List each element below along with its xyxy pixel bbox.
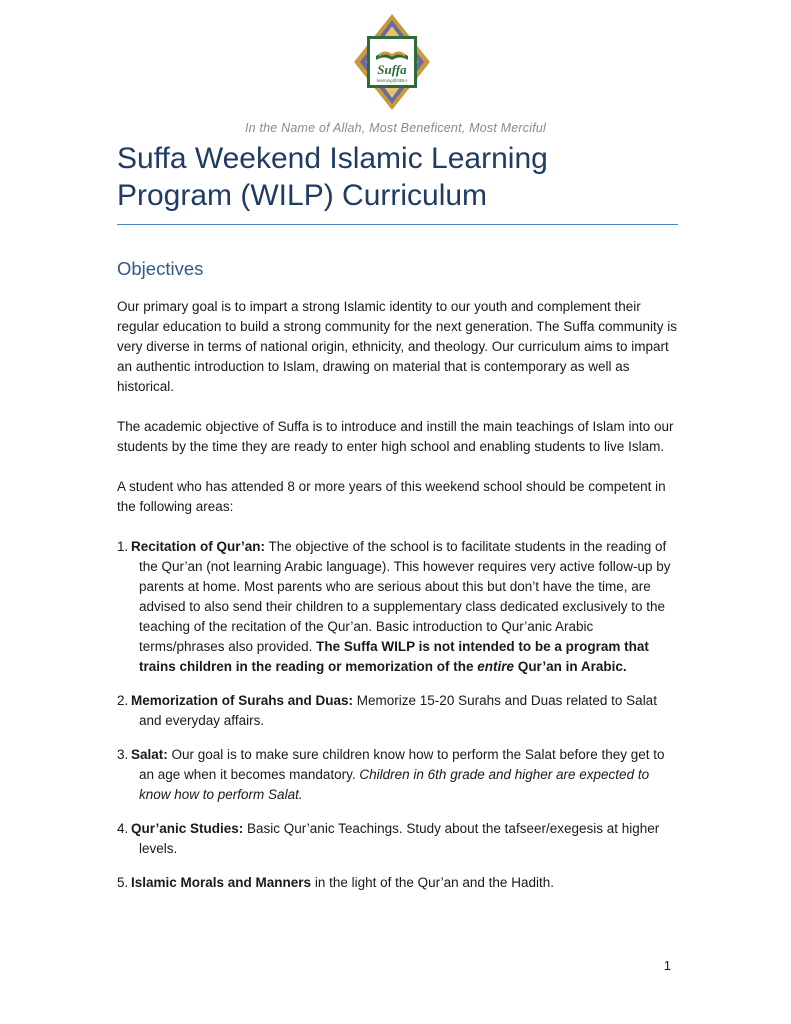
- list-item-bold-note: The Suffa WILP is not intended to be a program that trains children in the reading or memorization of the entire Qur’an in Arabic.: [139, 639, 649, 674]
- title-line-1: Suffa Weekend Islamic Learning: [117, 142, 548, 175]
- list-item: [117, 819, 682, 859]
- list-item-number: 1.: [117, 539, 129, 554]
- list-item-text: Our goal is to make sure children know how to perform the Salat before they get to an age when it becomes mandatory.: [139, 747, 665, 782]
- list-item-label: Qur’anic Studies:: [131, 821, 244, 836]
- list-item: [117, 873, 682, 893]
- section-heading-objectives: Objectives: [117, 258, 204, 279]
- list-item-text: Basic Qur’anic Teachings. Study about the tafseer/exegesis at higher levels.: [139, 821, 660, 856]
- list-item-label: Memorization of Surahs and Duas:: [131, 693, 354, 708]
- list-item: [117, 537, 682, 677]
- list-item-italic-note: Children in 6th grade and higher are expected to know how to perform Salat.: [139, 767, 650, 802]
- list-item-text: The objective of the school is to facilitate students in the reading of the Qur’an (not learning Arabic language). This however requires very active follow-up by parents at home. Most parents who are serious about this but don’t have the time, are advised to also send their children to a supplementary class dedicated exclusively to the teaching of the recitation of the Qur’an. Basic introduction to Qur’anic Arabic terms/phrases also provided.: [139, 539, 671, 654]
- paragraph-1: Our primary goal is to impart a strong Islamic identity to our youth and complement their regular education to build a strong community for the next generation. The Suffa community is very diverse in terms of national origin, ethnicity, and theology. Our curriculum aims to impart an authentic introduction to Islam, drawing on material that is contemporary as well as historical.: [117, 299, 678, 394]
- list-item-text: in the light of the Qur’an and the Hadith.: [311, 875, 554, 890]
- page-number: 1: [663, 958, 671, 973]
- bismillah-line: In the Name of Allah, Most Beneficent, Most Merciful: [244, 121, 547, 135]
- list-item-label: Salat:: [131, 747, 168, 762]
- list-item-number: 3.: [117, 747, 129, 762]
- competency-list: [117, 537, 682, 893]
- list-item-label: Recitation of Qur’an:: [131, 539, 266, 554]
- document-body: [117, 297, 682, 907]
- title-divider: [117, 224, 678, 225]
- list-item: [117, 745, 682, 805]
- list-item-number: 5.: [117, 875, 129, 890]
- paragraph-2: The academic objective of Suffa is to introduce and instill the main teachings of Islam into our students by the time they are ready to enter high school and enabling students to live Islam.: [117, 419, 674, 454]
- logo-tagline: learning@SBIA: [376, 78, 408, 83]
- document-title: [117, 140, 677, 214]
- list-item-number: 4.: [117, 821, 129, 836]
- list-item: [117, 691, 682, 731]
- paragraph-3: A student who has attended 8 or more years of this weekend school should be competent in the following areas:: [117, 479, 666, 514]
- suffa-logo: [352, 12, 432, 112]
- list-item-text: Memorize 15-20 Surahs and Duas related to Salat and everyday affairs.: [139, 693, 657, 728]
- list-item-number: 2.: [117, 693, 129, 708]
- title-line-2: Program (WILP) Curriculum: [117, 179, 488, 212]
- logo-wordmark: Suffa: [377, 62, 407, 77]
- list-item-label: Islamic Morals and Manners: [131, 875, 312, 890]
